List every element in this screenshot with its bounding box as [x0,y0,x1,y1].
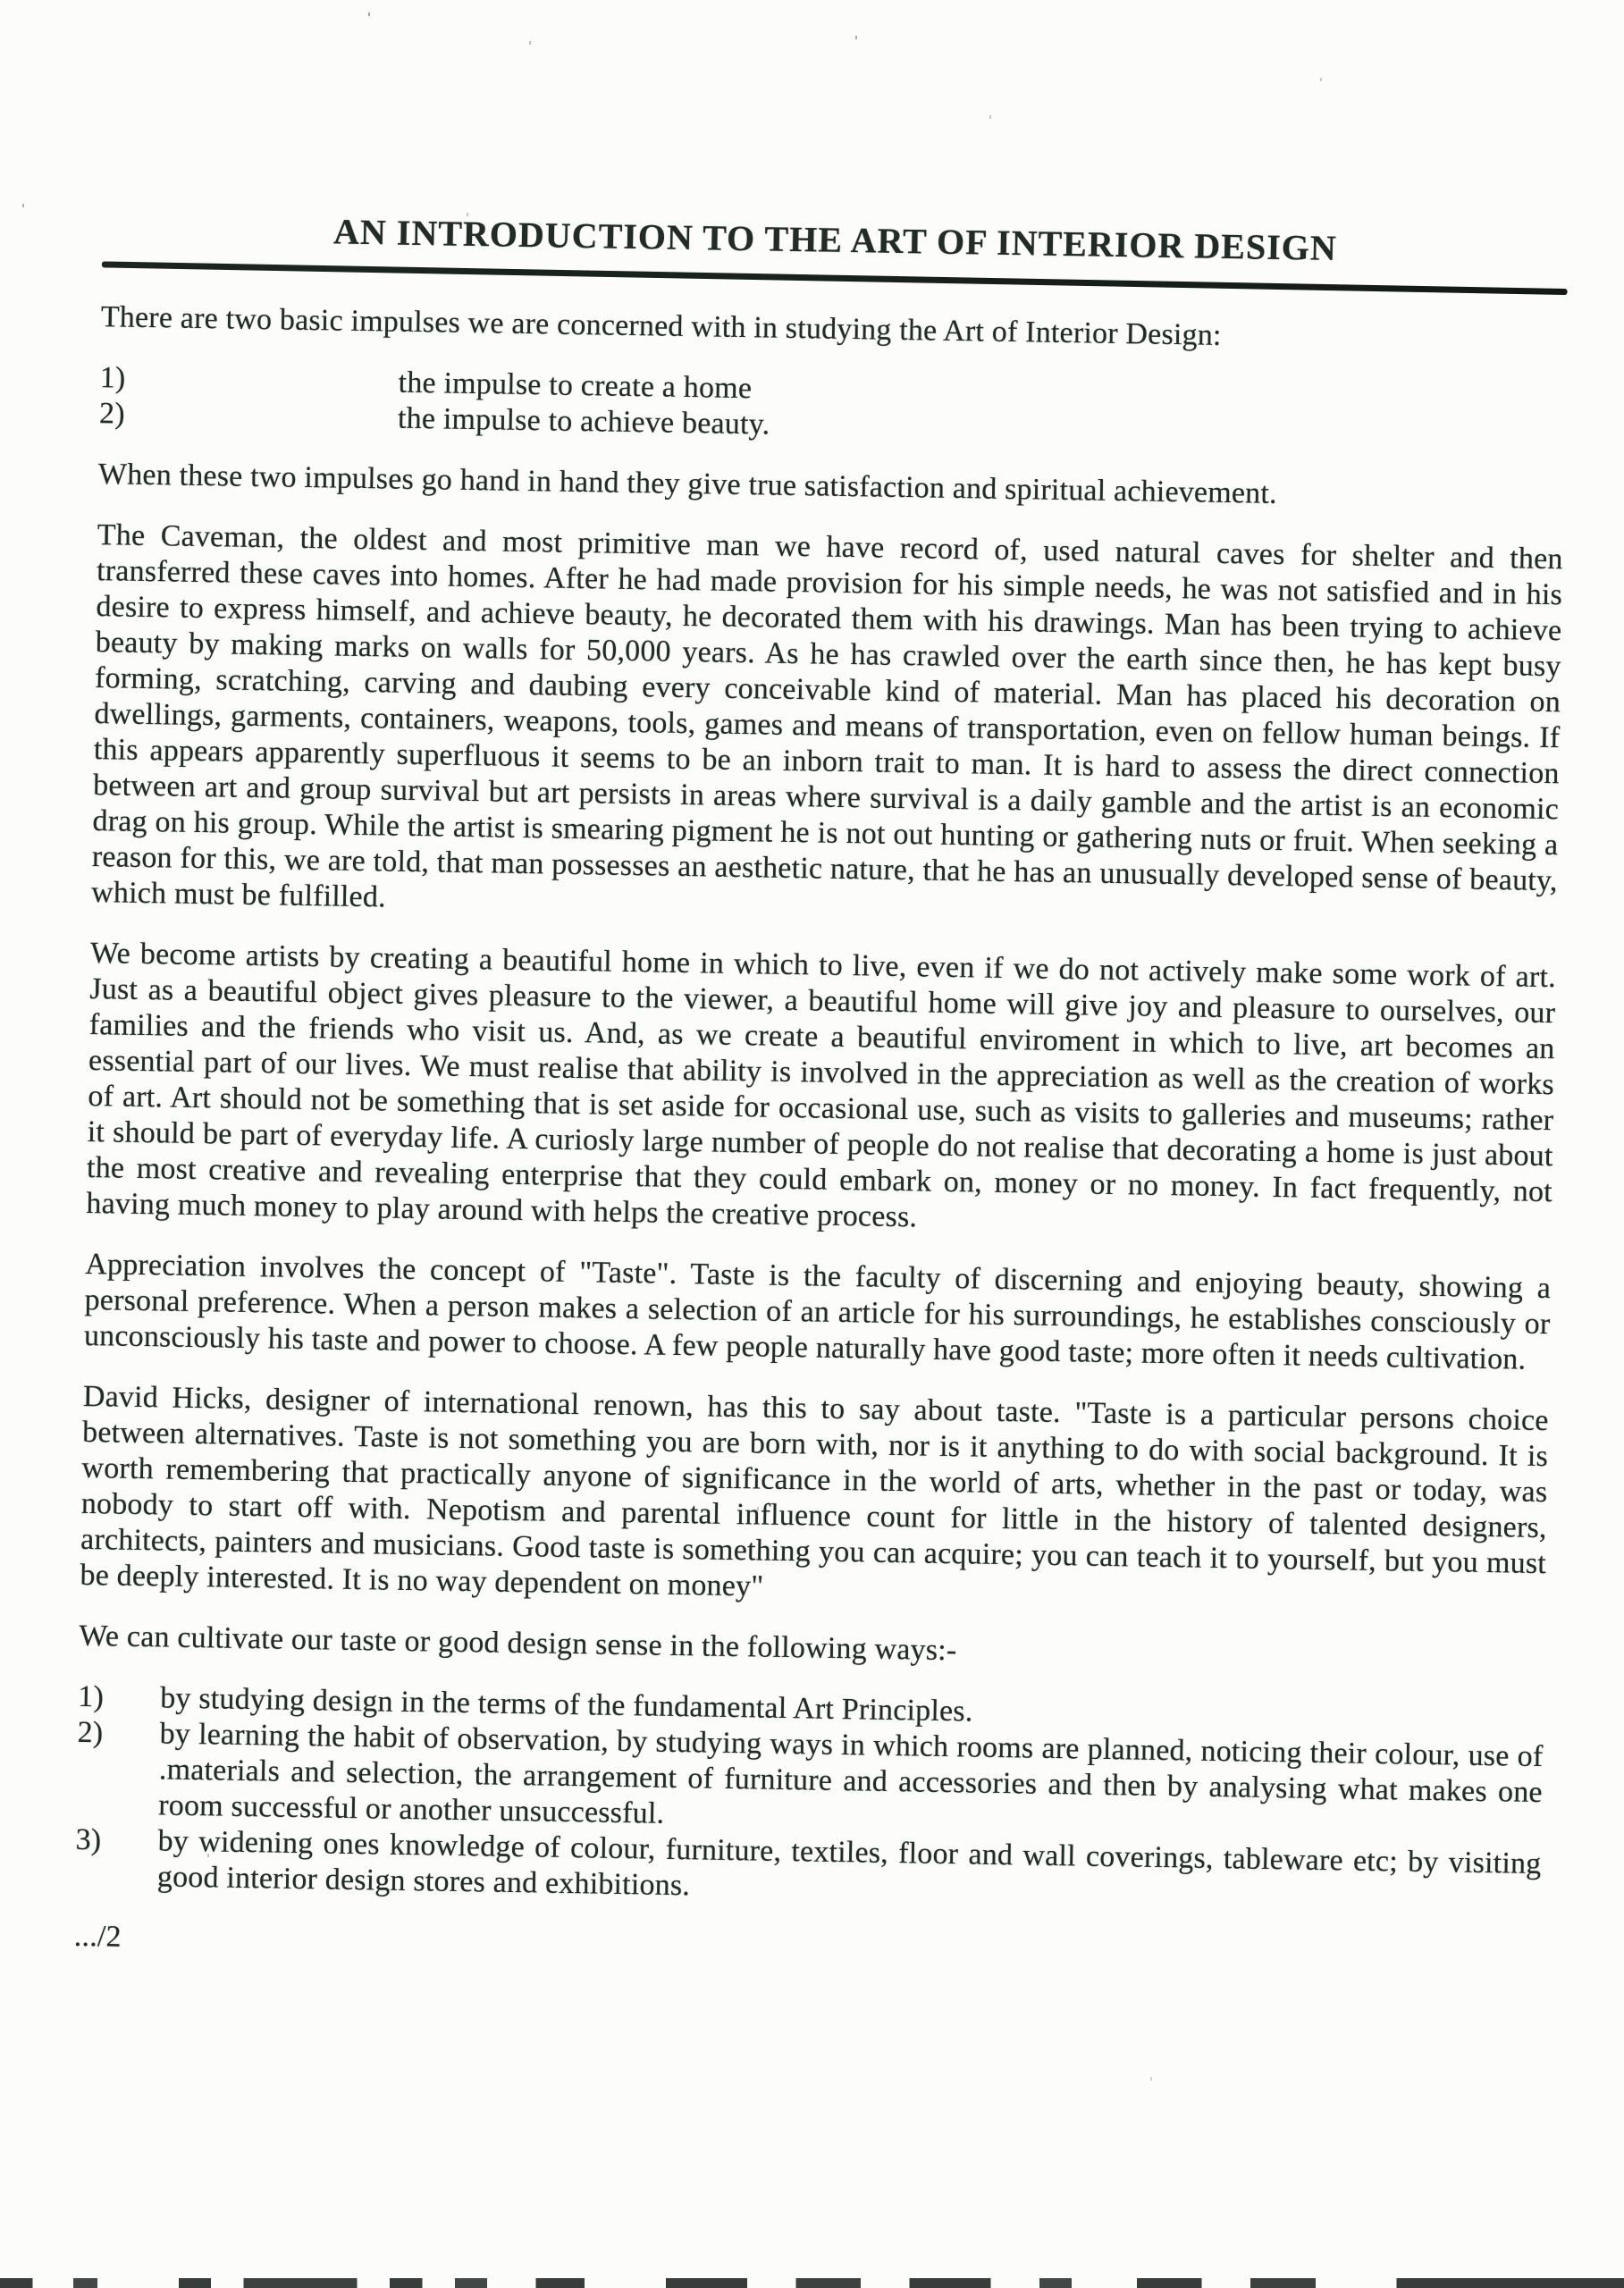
page-content [74,207,1569,1979]
list-text: by widening ones knowledge of colour, furniture, textiles, floor and wall coverings, tableware etc; by visiting good interior design stores and exhibitions. [156,1824,1542,1903]
list-text: the impulse to achieve beauty. [397,401,770,442]
scan-edge-artifact [0,2278,1624,2288]
paragraph-hicks: David Hicks, designer of international renown, has this to say about taste. "Taste is a particular persons choice between alternatives. Taste is not something you are born with, nor is it anything to do with social background. It is worth remembering that practically anyone of significance in the world of arts, whether in the past or today, was nobody to start off with. Nepotism and parental influence count for little in the history of talented designers, architects, painters and musicians. Good taste is something you can acquire; you can teach it to yourself, but you must be deeply interested. It is no way dependent on money" [80,1379,1549,1603]
scan-speckles [368,13,370,16]
impulse-list [99,360,1566,456]
list-number: 1) [77,1679,105,1714]
paragraph-when: When these two impulses go hand in hand they give true satisfaction and spiritual achievement. [97,458,1278,510]
paragraph-cultivate: We can cultivate our taste or good design sense in the following ways:- [79,1619,957,1668]
page-continuation-mark: .../2 [73,1919,122,1954]
list-text: by studying design in the terms of the fundamental Art Principles. [159,1681,973,1729]
list-number: 1) [99,361,126,395]
list-text: by learning the habit of observation, by studying ways in which rooms are planned, noticing their colour, use of .materials and selection, the arrangement of furniture and accessories and then by analysing what makes one room successful or another unsuccessful. [157,1717,1544,1830]
document-body [74,299,1567,1979]
ways-list [75,1679,1544,1918]
page-title: AN INTRODUCTION TO THE ART OF INTERIOR DESIGN [332,211,1338,269]
list-number: 2) [77,1715,104,1750]
list-text: the impulse to create a home [398,366,753,406]
paragraph-appreciation: Appreciation involves the concept of "Taste". Taste is the faculty of discerning and enjoying beauty, showing a personal preference. When a person makes a selection of an article for his surroundings, he establishes consciously or unconsciously his taste and power to choose. A few people naturally have good taste; more often it needs cultivation. [83,1247,1552,1376]
list-number: 2) [98,397,126,431]
paragraph-caveman: The Caveman, the oldest and most primitive man we have record of, used natural caves for shelter and then transferred these caves into homes. After he had made provision for his simple needs, he was not satisfied and in his desire to express himself, and achieve beauty, he decorated them with his drawings. Man has been trying to achieve beauty by making marks on walls for 50,000 years. As he has crawled over the earth since then, he has kept busy forming, scratching, carving and daubing every conceivable kind of material. Man has placed his decoration on dwellings, garments, containers, weapons, tools, games and means of transportation, even on fellow human beings. If this appears apparently superfluous it seems to be an inborn trait to man. It is hard to assess the direct connection between art and group survival but art persists in areas where survival is a daily gamble and the artist is an economic drag on his group. While the artist is smearing pigment he is not out hunting or gathering nuts or fruit. When seeking a reason for this, we are told, that man possesses an aesthetic nature, that he has an unusually developed sense of beauty, which must be fulfilled. [90,518,1563,914]
paragraph-intro: There are two basic impulses we are concerned with in studying the Art of Interior Design: [100,300,1222,352]
list-number: 3) [75,1822,102,1857]
paragraph-artists: We become artists by creating a beautiful home in which to live, even if we do not actively make some work of art. Just as a beautiful object gives pleasure to the viewer, a beautiful home will give joy and pleasure to ourselves, our families and the friends who visit us. And, as we create a beautiful enviroment in which to live, art becomes an essential part of our lives. We must realise that ability is involved in the appreciation as well as the creation of works of art. Art should not be something that is set aside for occasional use, such as visits to galleries and museums; rather it should be part of everyday life. A curiosly large number of people do not realise that decorating a home is just about the most creative and revealing enterprise that they could embark on, money or no money. In fact frequently, not having much money to play around with helps the creative process. [86,937,1557,1234]
